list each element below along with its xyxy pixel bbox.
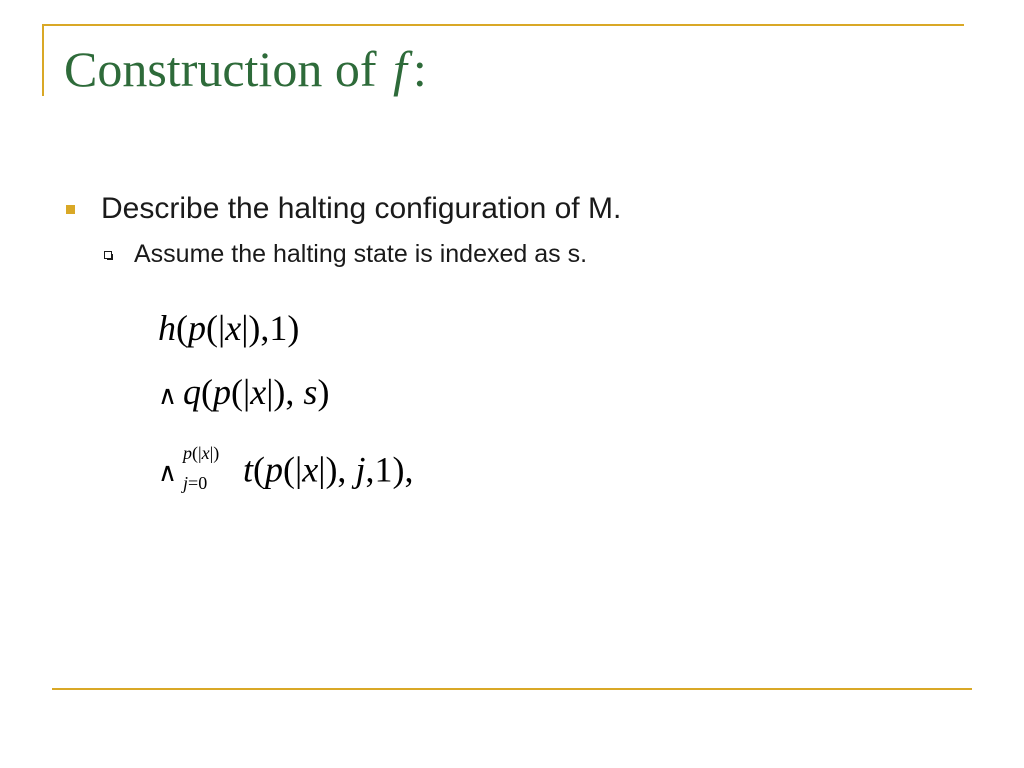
formula-symbol: x [250,372,267,412]
formula-symbol: p [183,443,193,463]
formula-symbol: j [183,473,189,493]
formula-symbol: ,1), [365,449,414,490]
slide-title [64,41,427,97]
formula-symbol: x [201,443,210,463]
bullet-text: Describe the halting configuration of M. [101,192,622,225]
formula-symbol: (| [283,449,303,490]
formula-symbol: ( [201,372,214,412]
frame-top-rule [42,24,964,26]
formula-symbol: ) [317,372,330,412]
formula-line-2 [158,374,329,410]
formula-symbol: x [225,308,242,348]
formula-line-1 [158,310,299,346]
big-logical-and-operator: ∧ [158,458,178,488]
logical-and-operator: ∧ [158,380,178,411]
frame-bottom-rule [52,688,972,690]
formula-symbol: q [183,372,202,412]
formula-symbol: ( [253,449,266,490]
title-function-variable: f [392,41,407,97]
bullet-item [66,192,621,226]
subbullet-text: Assume the halting state is indexed as s. [134,240,588,268]
formula-line-3 [158,443,414,498]
formula-symbol: (| [206,308,226,348]
formula-symbol: p [188,308,206,348]
title-prefix: Construction of [64,41,377,97]
formula-symbol: (| [192,443,202,463]
formula-symbol: (| [231,372,251,412]
subbullet-item [104,240,587,269]
frame-left-rule [42,24,44,96]
formula-symbol: p [213,372,232,412]
formula-symbol: s [303,372,318,412]
formula-symbol: x [302,449,319,490]
title-suffix: : [412,41,427,97]
lower-limit [183,474,207,492]
formula-symbol: |),1) [241,308,300,348]
formula-symbol: |), [318,449,347,490]
square-bullet-icon [66,205,75,214]
formula-symbol: j [355,449,366,490]
operator-limits [183,443,243,498]
formula-symbol: p [265,449,284,490]
hollow-square-bullet-icon [104,251,112,259]
formula-symbol: |), [266,372,295,412]
formula-symbol: t [243,449,254,490]
upper-limit [183,444,219,462]
formula-symbol: h [158,308,176,348]
formula-symbol: =0 [188,473,208,493]
formula-symbol: |) [209,443,220,463]
formula-symbol: ( [176,308,188,348]
